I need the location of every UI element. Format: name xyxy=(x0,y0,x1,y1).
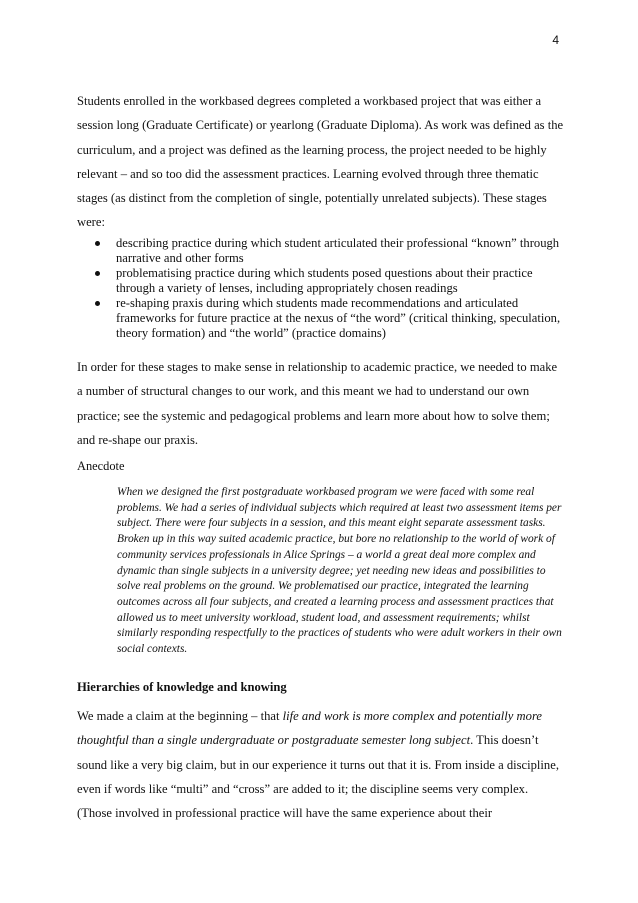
list-item xyxy=(92,266,562,296)
bullet-icon xyxy=(95,301,100,306)
anecdote-label: Anecdote xyxy=(77,459,125,473)
paragraph-3-part2: . This doesn’t sound like a very big claim, but in our experience it turns out that it is. From inside a discipline, even if words like “multi” and “cross” are added to it; the discipline seems very complex. (Those involved in professional practice will have the same experience about their xyxy=(77,733,559,821)
list-item-text: describing practice during which student articulated their professional “known” through narrative and other forms xyxy=(116,236,560,265)
paragraph-2: In order for these stages to make sense in relationship to academic practice, we needed to make a number of structural changes to our work, and this meant we had to understand our own practice; see the systemic and pedagogical problems and learn more about how to solve them; and re-shape our praxis. xyxy=(77,360,558,447)
list-item xyxy=(92,296,562,341)
bullet-icon xyxy=(95,241,100,246)
bullet-icon xyxy=(95,271,100,276)
list-item xyxy=(92,236,562,266)
paragraph-3-italic: life and work is more complex and potentially more thoughtful than a single undergraduate or postgraduate semester long subject xyxy=(77,709,542,748)
list-item-text: problematising practice during which students posed questions about their practice through a variety of lenses, including appropriately chosen readings xyxy=(116,266,533,295)
section-heading: Hierarchies of knowledge and knowing xyxy=(77,680,287,694)
list-item-text: re-shaping praxis during which students made recommendations and articulated frameworks for future practice at the nexus of “the word” (critical thinking, speculation, theory formation) and “the world” (practice domains) xyxy=(116,296,561,340)
paragraph-1: Students enrolled in the workbased degrees completed a workbased project that was either a session long (Graduate Certificate) or yearlong (Graduate Diploma). As work was defined as the curriculum, and a project was defined as the learning process, the project needed to be highly relevant – and so too did the assessment practices. Learning evolved through three thematic stages (as distinct from the completion of single, potentially unrelated subjects). These stages were: xyxy=(77,94,564,230)
paragraph-3 xyxy=(77,704,565,825)
page-number: 4 xyxy=(552,33,559,47)
paragraph-3-part1: We made a claim at the beginning – that xyxy=(77,709,283,723)
anecdote-text: When we designed the first postgraduate workbased program we were faced with some real problems. We had a series of individual subjects which required at least two assessment items per subject. There were four subjects in a session, and this meant eight separate assessment tasks. Broken up in this way suited academic practice, but bore no relationship to the world of work of community services professionals in Alice Springs – a world a great deal more complex and dynamic than single subjects in a university degree; yet needing new ideas and possibilities to solve real problems on the ground. We problematised our practice, integrated the learning outcomes across all four subjects, and created a learning process and assessment practices that allowed us to meet university workload, student load, and assessment requirements; whilst similarly responding respectfully to the practices of students who were adult workers in their own social contexts. xyxy=(117,486,562,656)
stages-list xyxy=(92,236,562,341)
